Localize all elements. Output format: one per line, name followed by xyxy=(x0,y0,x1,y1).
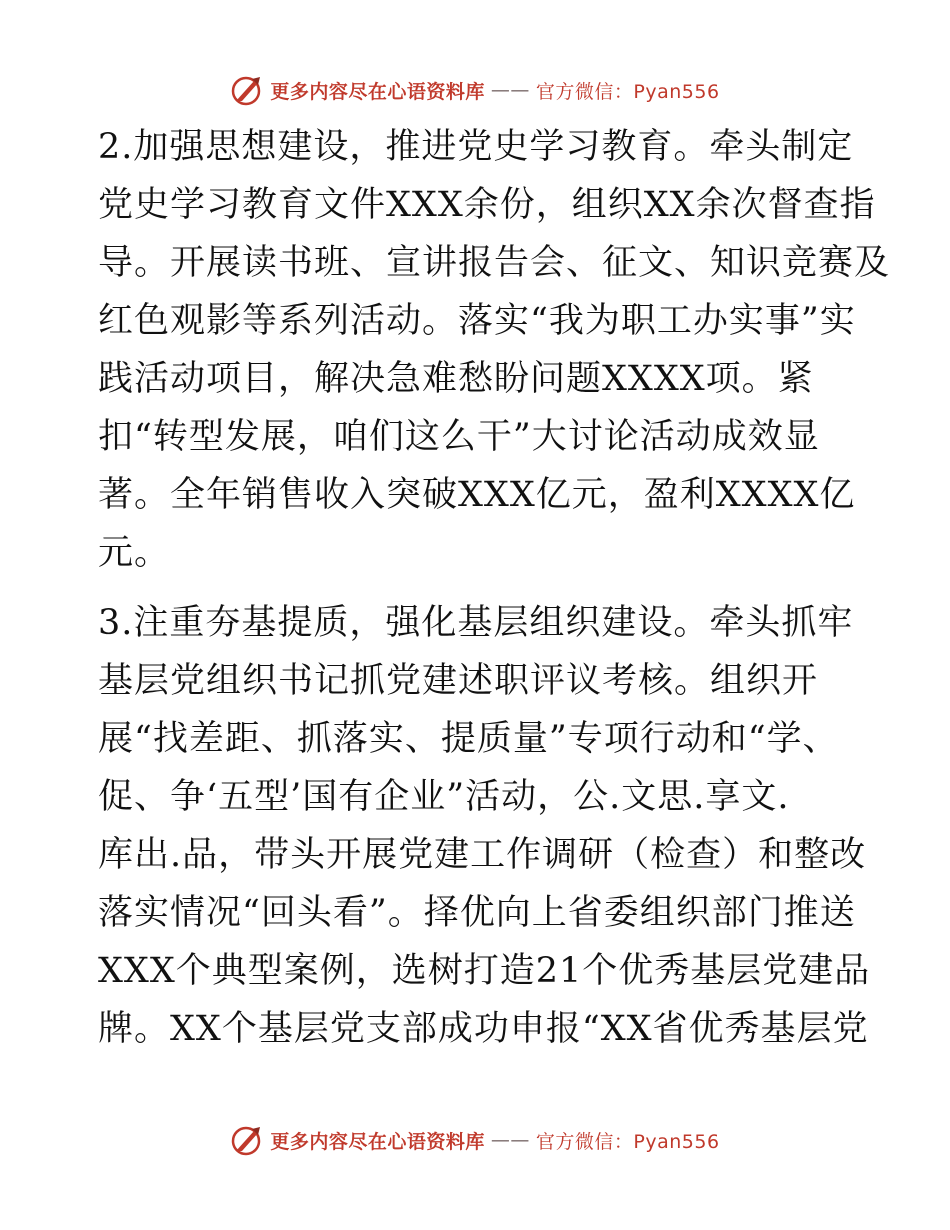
header-watermark xyxy=(0,70,950,110)
footer-wechat-text: 官方微信：Pyan556 xyxy=(535,1130,720,1153)
text-line: 著。全年销售收入突破XXX亿元，盈利XXXX亿 xyxy=(98,475,856,515)
paragraph-3 xyxy=(98,594,871,1058)
text-line: 党史学习教育文件XXX余份，组织XX余次督查指 xyxy=(98,185,876,225)
footer-watermark xyxy=(0,1120,950,1160)
header-dash: —— xyxy=(490,79,530,101)
document-body xyxy=(98,118,891,1058)
footer-brand-text: 更多内容尽在心语资料库 xyxy=(270,1130,485,1153)
header-wechat-text: 官方微信：Pyan556 xyxy=(535,80,720,103)
paragraph-2 xyxy=(98,118,891,582)
text-line: 导。开展读书班、宣讲报告会、征文、知识竞赛及 xyxy=(98,243,891,283)
text-line: 3.注重夯基提质，强化基层组织建设。牵头抓牢 xyxy=(98,603,854,643)
text-line: 基层党组织书记抓党建述职评议考核。组织开 xyxy=(98,661,819,701)
text-line: 牌。XX个基层党支部成功申报“XX省优秀基层党 xyxy=(98,1009,869,1049)
text-line: 红色观影等系列活动。落实“我为职工办实事”实 xyxy=(98,301,856,341)
text-line: 促、争‘五型’国有企业”活动，公.文思.享文. xyxy=(98,777,790,817)
pen-quill-icon xyxy=(230,73,264,107)
footer-dash: —— xyxy=(490,1129,530,1151)
text-line: 元。 xyxy=(98,533,171,573)
text-line: 践活动项目，解决急难愁盼问题XXXX项。紧 xyxy=(98,359,814,399)
header-brand-text: 更多内容尽在心语资料库 xyxy=(270,80,485,103)
text-line: 库出.品，带头开展党建工作调研（检查）和整改 xyxy=(98,835,867,875)
pen-quill-icon xyxy=(230,1123,264,1157)
text-line: 展“找差距、抓落实、提质量”专项行动和“学、 xyxy=(98,719,839,759)
paragraph-spacer xyxy=(98,582,858,594)
text-line: 落实情况“回头看”。择优向上省委组织部门推送 xyxy=(98,893,856,933)
text-line: XXX个典型案例，选树打造21个优秀基层党建品 xyxy=(98,951,871,991)
text-line: 2.加强思想建设，推进党史学习教育。牵头制定 xyxy=(98,127,854,167)
text-line: 扣“转型发展，咱们这么干”大讨论活动成效显 xyxy=(98,417,820,457)
